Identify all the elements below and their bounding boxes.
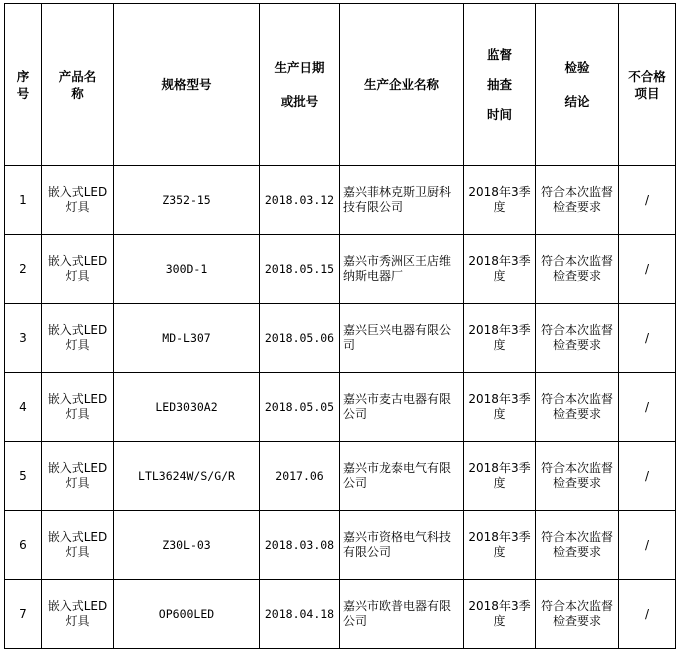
cell-model: LED3030A2 (114, 373, 260, 442)
header-model-line-1: 规格型号 (161, 77, 212, 92)
cell-company: 嘉兴菲林克斯卫厨科技有限公司 (340, 166, 464, 235)
cell-index: 5 (5, 442, 42, 511)
inspection-results-table (4, 3, 676, 649)
header-product-line-2: 称 (71, 85, 84, 101)
header-company-line-1: 生产企业名称 (363, 77, 439, 92)
table-row (5, 580, 676, 649)
header-period-line-1: 监督 (486, 46, 512, 62)
cell-result: 符合本次监督检查要求 (536, 304, 619, 373)
header-failed-line-1: 不合格 (628, 68, 666, 84)
cell-product: 嵌入式LED灯具 (42, 166, 114, 235)
cell-model: Z352-15 (114, 166, 260, 235)
cell-model: LTL3624W/S/G/R (114, 442, 260, 511)
cell-product: 嵌入式LED灯具 (42, 304, 114, 373)
header-index-line-1: 序 (16, 68, 30, 84)
cell-failed: / (619, 442, 676, 511)
cell-index: 4 (5, 373, 42, 442)
cell-result: 符合本次监督检查要求 (536, 511, 619, 580)
cell-failed: / (619, 304, 676, 373)
cell-company: 嘉兴市资格电气科技有限公司 (340, 511, 464, 580)
header-failed-line-2: 项目 (634, 85, 660, 101)
cell-result: 符合本次监督检查要求 (536, 373, 619, 442)
cell-index: 2 (5, 235, 42, 304)
cell-period: 2018年3季度 (464, 235, 536, 304)
cell-date: 2018.04.18 (260, 580, 340, 649)
cell-result: 符合本次监督检查要求 (536, 442, 619, 511)
header-result (536, 4, 619, 166)
header-failed (619, 4, 676, 166)
cell-failed: / (619, 580, 676, 649)
header-index-line-2: 号 (16, 85, 30, 101)
cell-failed: / (619, 166, 676, 235)
header-result-line-1: 检验 (564, 59, 590, 75)
cell-index: 1 (5, 166, 42, 235)
cell-period: 2018年3季度 (464, 580, 536, 649)
table-row (5, 373, 676, 442)
cell-index: 7 (5, 580, 42, 649)
cell-date: 2018.03.08 (260, 511, 340, 580)
header-model (114, 4, 260, 166)
cell-product: 嵌入式LED灯具 (42, 442, 114, 511)
cell-result: 符合本次监督检查要求 (536, 235, 619, 304)
table-row (5, 166, 676, 235)
cell-period: 2018年3季度 (464, 511, 536, 580)
cell-date: 2018.05.05 (260, 373, 340, 442)
cell-product: 嵌入式LED灯具 (42, 580, 114, 649)
cell-company: 嘉兴市麦古电器有限公司 (340, 373, 464, 442)
cell-product: 嵌入式LED灯具 (42, 511, 114, 580)
table-row (5, 304, 676, 373)
cell-company: 嘉兴市欧普电器有限公司 (340, 580, 464, 649)
header-row (5, 4, 676, 166)
header-date (260, 4, 340, 166)
cell-model: OP600LED (114, 580, 260, 649)
table-row (5, 442, 676, 511)
cell-failed: / (619, 373, 676, 442)
cell-result: 符合本次监督检查要求 (536, 580, 619, 649)
cell-period: 2018年3季度 (464, 442, 536, 511)
header-index (5, 4, 42, 166)
cell-company: 嘉兴市秀洲区王店维纳斯电器厂 (340, 235, 464, 304)
cell-date: 2018.05.06 (260, 304, 340, 373)
cell-product: 嵌入式LED灯具 (42, 235, 114, 304)
header-date-line-2: 或批号 (280, 93, 319, 109)
header-period (464, 4, 536, 166)
cell-index: 6 (5, 511, 42, 580)
cell-model: 300D-1 (114, 235, 260, 304)
cell-failed: / (619, 511, 676, 580)
table-row (5, 511, 676, 580)
cell-period: 2018年3季度 (464, 166, 536, 235)
cell-product: 嵌入式LED灯具 (42, 373, 114, 442)
cell-date: 2018.05.15 (260, 235, 340, 304)
cell-period: 2018年3季度 (464, 304, 536, 373)
cell-date: 2018.03.12 (260, 166, 340, 235)
header-product (42, 4, 114, 166)
cell-model: Z30L-03 (114, 511, 260, 580)
cell-model: MD-L307 (114, 304, 260, 373)
header-product-line-1: 产品名 (58, 68, 97, 84)
header-period-line-3: 时间 (486, 106, 512, 122)
header-company (340, 4, 464, 166)
cell-failed: / (619, 235, 676, 304)
cell-date: 2017.06 (260, 442, 340, 511)
header-date-line-1: 生产日期 (274, 59, 325, 75)
cell-index: 3 (5, 304, 42, 373)
cell-result: 符合本次监督检查要求 (536, 166, 619, 235)
cell-period: 2018年3季度 (464, 373, 536, 442)
cell-company: 嘉兴巨兴电器有限公司 (340, 304, 464, 373)
header-result-line-2: 结论 (564, 93, 590, 109)
cell-company: 嘉兴市龙泰电气有限公司 (340, 442, 464, 511)
table-row (5, 235, 676, 304)
header-period-line-2: 抽查 (486, 76, 512, 92)
